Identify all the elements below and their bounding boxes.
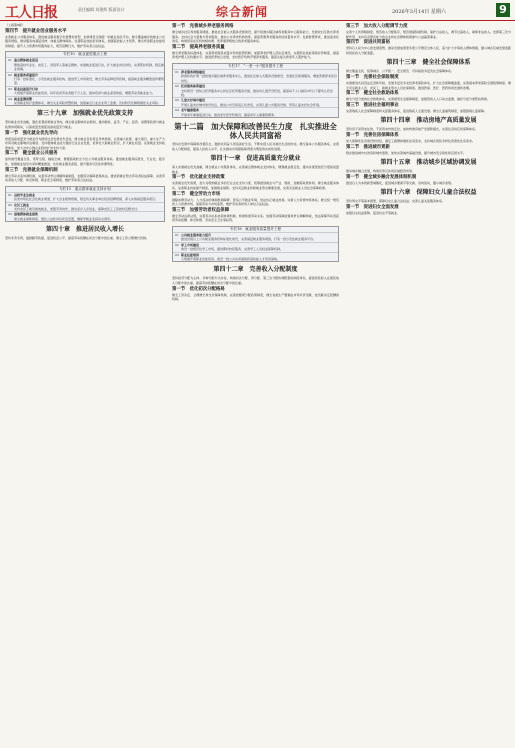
section-heading: 第二节 健全就业公共服务 [5,151,58,157]
body-text: 坚持房子是用来住的、不是用来炒的定位，加快构建房地产发展新模式，完善住房供应和保障体系。 [346,127,479,132]
body-text: 推动城乡融合发展，构建优势互补的区域经济布局。 [346,169,416,174]
section-heading: 第二节 提高养老服务质量 [172,44,225,50]
row-body: 推进县级以上公共就业服务机构标准化建设，完善基层就业服务网络，打造一批示范性就业服务平台。 [181,237,317,242]
editor-line: 责任编辑 刘建辉 版面设计 [78,7,125,12]
section-heading: 第三节 完善就业保障机制 [5,167,58,173]
row-number: 01 [8,58,12,63]
box-row [173,233,338,243]
section-heading: 第一节 优化就业支持政策 [172,175,225,181]
section-heading: 第二节 健全劳动力市场 [172,191,221,197]
section-title: 综合新闻 [216,5,269,19]
row-title: 职业技能培训 [181,252,200,257]
body-text: 完善个人所得税制度，规范收入分配秩序，规范财富积累机制，保护合法收入，调节过高收入，取缔非法收入。发挥第三次分配作用，支持有意愿有能力的企业和社会群体积极参与公益慈善事业。 [346,30,511,39]
section-heading: 第一节 优化初次分配格局 [172,286,225,292]
column-middle [172,23,339,302]
body-text: 坚持多劳多得，鼓励勤劳致富，促进机会公平，提高劳动报酬在初次分配中的比重，健全工资合理增长机制。 [5,236,150,241]
part-heading: 第十二篇 加大保障和改善民生力度 扎实推进全体人民共同富裕 [174,122,337,141]
section-heading: 第一节 完善城乡养老服务网络 [172,24,234,29]
section-heading: 第三节 加大收入分配调节力度 [346,24,408,29]
row-number: 02 [175,84,179,89]
row-title: 儿童友好城市建设 [181,98,206,103]
box-row [6,97,164,106]
column-right [346,23,511,216]
box-title: 专栏11 重点群体就业支持计划 [6,187,164,193]
body-text: 完善就业优先政策，加大对吸纳就业多的行业企业支持力度，统筹推进就业与产业、财政、金融等政策协同。健全就业服务体系，完善职业技能提升制度，加强就业援助。支持灵活就业和新就业形态健康发展，完善灵活就业人员社会保障政策。 [172,181,339,190]
chapter-heading: 第四十六章 保障妇女儿童合法权益 [380,189,477,197]
chapter-heading: 第三十九章 加强就业优先政策支持 [36,110,133,118]
row-number: 02 [175,242,179,247]
body-text: 破除妨碍劳动力、人才流动的体制机制障碍，营造公平就业环境，依法纠正就业歧视。完善人力资源市场体系，健全统一规范的人力资源市场，加强劳动力市场监管，维护劳动者和用人单位合法权益。 [172,197,339,207]
row-number: 02 [8,72,12,77]
row-title: 就业监测预警 [14,96,33,101]
row-body: 大规模开展职业技能培训，建设一批公共实训基地和高技能人才培训基地。 [181,257,281,261]
body-text: 完善就业公共服务体系，推进就业服务数字化智慧化转型，加快建设全国统一的就业信息平台，健全覆盖城乡的就业公共服务网络，推动服务向基层延伸、向重点群体倾斜。完善职业技能培训体系，加强高技能人才培养，健全终身职业技能培训制度。提升人力资源市场服务能力，规范招聘行为，维护劳动者合法权益。 [5,34,165,48]
body-text: 推进以人为本的新型城镇化，促进城乡要素平等交换、双向流动，缩小城乡差别。 [346,180,455,185]
row-body: 建设一批规范化零工市场，提供即时快招服务，完善零工人员权益保障机制。 [181,247,284,252]
box-row [6,87,164,97]
box-row [6,203,164,213]
row-number: 03 [175,252,179,257]
row-number: 01 [8,192,12,197]
chapter-heading: 第四十二章 完善收入分配制度 [213,266,298,274]
row-title: 困难群体就业援助 [14,212,39,217]
row-body: 支持建设一批综合托育服务中心和社区托育服务设施，推动幼儿园开设托班，提高每千人口拥有3岁以下婴幼儿托位数。 [181,88,333,97]
chapter-heading: 第四十一章 促进高质量充分就业 [210,155,301,163]
row-title: 公共就业服务能力提升 [181,232,212,237]
section-heading: 第二节 健全社会救助体系 [346,91,399,97]
row-number: 04 [175,108,179,113]
section-heading: 第四节 提升就业创业服务水平 [5,28,67,34]
row-body: 新建和改扩建一批街道乡镇区域养老服务中心，推进社区嵌入式服务设施建设，发展社区助餐服务，增加普惠养老床位供给。 [181,74,338,83]
box-title: 专栏10 就业促进重点工程 [6,52,164,58]
continued-note: （上接第8版） [5,23,25,27]
body-text: 健全工资决定、合理增长和支付保障机制，完善按要素分配政策制度，健全各类生产要素由市场评价贡献、按贡献决定报酬的机制。 [172,292,339,302]
row-body: 开展老年健康促进行动，推进老年医学科建设，提高老年人健康管理率。 [181,112,278,117]
row-number: 01 [175,232,179,237]
row-title: 养老服务网络建设 [181,69,206,74]
box-row [6,58,164,72]
body-text: 加快建设覆盖全民、贯穿全程、辐射全域、便捷高效的全方位公共就业服务体系。推进就业服务标准化、专业化、数字化，加强就业信息共享和精准推送，优化就业服务流程，提升服务可及性和便利性。 [5,157,165,166]
body-text: 健全劳动法律法规，完善劳动关系协商协调机制，构建和谐劳动关系。加强劳动保障监察和争议调解仲裁，依法保障劳动者获得劳动报酬、休息休假、劳动安全卫生等权利。 [172,213,339,223]
sidebar-box [5,51,165,106]
body-text: 加强妇女权益保障，促进妇女平等就业。 [346,210,401,215]
body-text: 健全劳动关系协调机制，完善劳动争议调解仲裁制度，加强劳动保障监察执法。推进新就业形态劳动者权益保障，完善劳动者收入分配、休息休假、职业安全等制度，维护劳动者合法权益。 [5,173,165,183]
section-heading: 第一节 完善社会保险制度 [346,74,399,80]
section-heading: 第三节 推进社会福利事业 [346,102,399,108]
box-row [173,108,338,117]
row-title: 农民工就业 [14,202,30,207]
row-body: 打造一批标准化、示范性就业服务机构，推进零工市场建设，健全劳务品牌培育机制，提高就业服务精准度和便利度。 [14,77,165,86]
box-row [6,73,164,87]
body-text: 坚持就业优先战略，强化宏观政策就业导向，健全就业影响评估机制，推动财政、货币、产业、投资、消费等政策与就业政策协同联动，以高质量发展促进高质量充分就业。 [5,120,165,130]
body-text: 完善残疾人社会保障制度和关爱服务体系，促进残疾人全面发展。健全儿童福利制度，加强困境儿童保障。 [346,108,488,113]
row-body: 健全就业援助制度，强化公益性岗位托底安置，确保零就业家庭动态清零。 [14,216,114,221]
box-row [173,98,338,108]
body-text: 健全城乡社区养老服务网络，推进社区嵌入式服务设施建设，提升街道乡镇区域养老服务中心服务能力，发展农村互助式养老服务。支持社会力量参与养老服务，推动公办养老机构改革，提高普惠养老服务供给质量和水平。发展智慧养老，推进适老化改造，构建居家社区机构相协调、医养康养相结合的养老服务体系。 [172,30,339,44]
section-heading: 第四节 促进共同富裕 [346,40,390,46]
sidebar-box [172,63,339,118]
body-text: 稳步推进城中村改造和城市更新，加快完善城市基础设施，提升城市安全韧性和宜居水平。 [346,150,467,155]
row-title: 重点群体就业促进 [14,58,39,63]
body-text: 坚持以人民为中心的发展思想，推动发展成果更多更公平惠及全体人民，着力扩大中等收入群体规模，缩小城乡区域发展差距和居民收入分配差距。 [346,46,511,55]
chapter-heading: 第四十章 推进居民收入增长 [45,226,124,234]
row-title: 职业技能提升行动 [14,86,39,91]
masthead [0,0,515,21]
body-text: 坚持在发展中保障和改善民生，鼓励共同奋斗创造美好生活，不断实现人民对美好生活的向往。健全基本公共服务体系，完善收入分配制度，提高人民收入水平，扎实推动共同富裕取得更为明显的实质性进展。 [172,142,339,151]
row-number: 03 [8,212,12,217]
row-number: 03 [8,86,12,91]
box-row [6,212,164,221]
body-text: 健全分层分类的社会救助体系，完善最低生活保障制度，加强低收入人口动态监测，做好分层分类帮扶救助。 [346,97,491,102]
row-number: 02 [8,202,12,207]
box-row [6,193,164,203]
row-body: 拓宽市场化社会化就业渠道，扩大企业吸纳规模，稳定机关事业单位招录招聘规模，深入实施基层服务项目。 [14,197,159,202]
chapter-heading: 第四十四章 推动房地产高质量发展 [380,117,477,125]
box-row [173,84,338,98]
box-title: 专栏18 就业服务质量提升工程 [173,227,338,233]
body-text: 加大保障性住房建设和供给，满足工薪群体刚性住房需求，支持城乡居民多样化改善性住房需求。 [346,138,476,143]
sidebar-box [5,186,165,222]
body-text: 把促进高质量充分就业作为经济社会发展优先目标，健全就业目标责任考核机制，完善重大政策、重大项目、重大生产力布局对就业影响评估制度。支持吸纳就业能力强的行业企业发展，培育壮大新就业形态，扩大就业容量。完善就业支持政策体系，加大对中小微企业稳岗扩岗支持力度。 [5,136,165,150]
row-body: 聚焦高校毕业生、农民工、退役军人等重点群体，实施就业促进行动，扩大就业岗位供给，完善帮扶机制，稳定就业规模。 [14,62,165,72]
box-title: 专栏17 “一老一小”服务提升工程 [173,64,338,70]
body-text: 实施渐进式延迟法定退休年龄，发展多层次多支柱养老保险体系，扩大社会保障覆盖面，完善基本养老保险全国统筹制度。健全灵活就业人员、农民工、新就业形态人员社保制度。推进医保、医疗、医药协同发展和治理。 [346,80,511,90]
row-number: 01 [175,69,179,74]
body-text: 健全养老服务标准体系，完善养老服务质量评价和监管机制。加强养老护理人员队伍建设，完善职业技能等级评价制度，提高养老护理人员待遇水平。推进医养结合发展，支持医疗机构开展养老服务，提高失能失智老年人照护能力。 [172,50,339,60]
newspaper-logo: 工人日报 [5,5,57,21]
body-text: 坚持按劳分配为主体、多种分配方式并存，构建初次分配、再分配、第三次分配协调配套的制度体系，提高居民收入在国民收入分配中的比重，提高劳动报酬在初次分配中的比重。 [172,276,339,285]
body-text: 坚持男女平等基本国策，保障妇女儿童合法权益，完善儿童关爱服务体系。 [346,199,446,204]
page-number: 9 [496,3,510,17]
chapter-heading: 第四十五章 推动城乡区域协调发展 [380,159,477,167]
row-number: 03 [175,98,179,103]
sidebar-box [172,226,339,262]
row-body: 支持农民工就近就地就业，加强劳务协作，推动返乡入乡创业，保障农民工工资按时足额支付。 [14,207,141,211]
column-left [5,23,165,241]
box-row [173,253,338,262]
row-title: 零工市场建设 [181,242,200,247]
row-title: 就业服务质量提升 [14,72,39,77]
row-body: 开展儿童友好城市建设试点，推进公共空间适儿化改造，完善儿童公共服务设施，营造儿童友好社会环境。 [181,102,323,107]
section-heading: 第二节 推进城市更新 [346,144,390,150]
row-body: 完善就业统计监测体系，健全失业风险预警机制，加强重点行业企业用工监测，及时防范化解规模性失业风险。 [14,101,162,106]
section-heading: 第一节 强化就业优先导向 [5,130,58,136]
body-text: 健全覆盖全民、统筹城乡、公平统一、安全规范、可持续的多层次社会保障体系。 [346,69,455,74]
body-text: 深入实施就业优先战略，健全就业公共服务体系，完善重点群体就业支持体系，增强就业稳定性，推动实现更加充分更高质量就业。 [172,165,339,174]
box-row [173,70,338,84]
issue-date: 2026年3月14日 星期六 [392,9,446,15]
row-title: 高校毕业生就业 [14,192,36,197]
chapter-heading: 第四十三章 健全社会保障体系 [386,59,471,67]
section-heading: 第一节 完善住房保障体系 [346,132,399,138]
row-title: 老年健康服务 [181,108,200,113]
row-body: 大规模开展职业技能培训，每年培训劳动者数千万人次，推动培训与就业深度衔接，增强劳动者就业能力。 [14,91,156,96]
row-title: 托育服务体系建设 [181,84,206,89]
box-row [173,243,338,253]
section-heading: 第一节 促进妇女全面发展 [346,204,399,210]
section-heading: 第三节 加强劳动者权益保障 [172,207,230,213]
row-number: 04 [8,96,12,101]
section-heading: 第一节 健全城乡融合发展体制机制 [346,174,417,180]
